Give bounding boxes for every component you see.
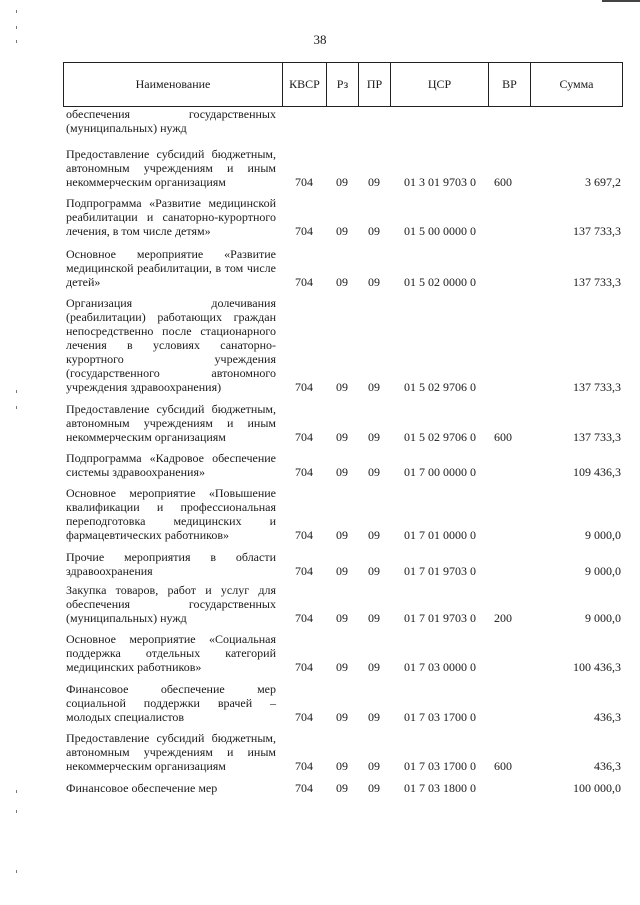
row-sum: 436,3 bbox=[594, 710, 621, 724]
table-row bbox=[63, 107, 623, 135]
row-rz: 09 bbox=[336, 611, 348, 625]
row-pr: 09 bbox=[368, 528, 380, 542]
row-rz: 09 bbox=[336, 275, 348, 289]
row-name: Подпрограмма «Развитие медицинской реабилитации и санаторно-курортного лечения, в том числе детям» bbox=[66, 196, 276, 238]
table-row bbox=[63, 632, 623, 674]
row-name: Предоставление субсидий бюджетным, автономным учреждениям и иным некоммерческим организациям bbox=[66, 402, 276, 444]
row-rz: 09 bbox=[336, 465, 348, 479]
row-sum: 109 436,3 bbox=[573, 465, 621, 479]
row-kvsr: 704 bbox=[295, 528, 313, 542]
row-pr: 09 bbox=[368, 465, 380, 479]
row-sum: 100 000,0 bbox=[573, 781, 621, 795]
row-pr: 09 bbox=[368, 660, 380, 674]
row-rz: 09 bbox=[336, 781, 348, 795]
row-name: Предоставление субсидий бюджетным, автономным учреждениям и иным некоммерческим организациям bbox=[66, 731, 276, 773]
row-sum: 100 436,3 bbox=[573, 660, 621, 674]
row-rz: 09 bbox=[336, 759, 348, 773]
row-name: Финансовое обеспечение мер социальной поддержки врачей – молодых специалистов bbox=[66, 682, 276, 724]
row-kvsr: 704 bbox=[295, 710, 313, 724]
row-sum: 436,3 bbox=[594, 759, 621, 773]
row-csr: 01 7 03 1700 0 bbox=[404, 759, 476, 773]
row-csr: 01 5 02 9706 0 bbox=[404, 380, 476, 394]
row-csr: 01 7 01 9703 0 bbox=[404, 611, 476, 625]
row-sum: 9 000,0 bbox=[585, 564, 621, 578]
row-rz: 09 bbox=[336, 710, 348, 724]
row-name: Основное мероприятие «Повышение квалификации и профессиональная переподготовка медицинских и фармацевтических работников» bbox=[66, 486, 276, 542]
row-kvsr: 704 bbox=[295, 564, 313, 578]
row-rz: 09 bbox=[336, 380, 348, 394]
row-pr: 09 bbox=[368, 759, 380, 773]
row-sum: 9 000,0 bbox=[585, 611, 621, 625]
row-vr: 200 bbox=[494, 611, 512, 625]
row-sum: 3 697,2 bbox=[585, 175, 621, 189]
row-kvsr: 704 bbox=[295, 465, 313, 479]
row-sum: 137 733,3 bbox=[573, 275, 621, 289]
header-rz: Рз bbox=[327, 63, 359, 106]
row-kvsr: 704 bbox=[295, 175, 313, 189]
row-pr: 09 bbox=[368, 710, 380, 724]
table-row bbox=[63, 583, 623, 625]
row-csr: 01 3 01 9703 0 bbox=[404, 175, 476, 189]
scan-edge-mark bbox=[602, 0, 640, 2]
row-vr: 600 bbox=[494, 175, 512, 189]
table-row bbox=[63, 296, 623, 394]
table-row bbox=[63, 486, 623, 542]
table-row bbox=[63, 196, 623, 238]
row-pr: 09 bbox=[368, 781, 380, 795]
table-header bbox=[63, 62, 623, 107]
row-csr: 01 5 02 0000 0 bbox=[404, 275, 476, 289]
row-kvsr: 704 bbox=[295, 224, 313, 238]
table-row bbox=[63, 451, 623, 479]
page-number: 38 bbox=[313, 32, 327, 47]
row-name: обеспечения государственных (муниципальных) нужд bbox=[66, 107, 276, 135]
table-row bbox=[63, 781, 623, 795]
row-vr: 600 bbox=[494, 430, 512, 444]
row-name: Подпрограмма «Кадровое обеспечение системы здравоохранения» bbox=[66, 451, 276, 479]
table-row bbox=[63, 147, 623, 189]
row-sum: 137 733,3 bbox=[573, 430, 621, 444]
table-body bbox=[63, 107, 623, 798]
table-row bbox=[63, 402, 623, 444]
row-pr: 09 bbox=[368, 175, 380, 189]
row-csr: 01 7 01 9703 0 bbox=[404, 564, 476, 578]
row-rz: 09 bbox=[336, 224, 348, 238]
header-name: Наименование bbox=[64, 63, 283, 106]
row-pr: 09 bbox=[368, 275, 380, 289]
row-pr: 09 bbox=[368, 224, 380, 238]
row-kvsr: 704 bbox=[295, 430, 313, 444]
row-name: Основное мероприятие «Социальная поддержка отдельных категорий медицинских работников» bbox=[66, 632, 276, 674]
row-rz: 09 bbox=[336, 564, 348, 578]
row-name: Прочие мероприятия в области здравоохранения bbox=[66, 550, 276, 578]
table-row bbox=[63, 247, 623, 289]
row-rz: 09 bbox=[336, 528, 348, 542]
row-pr: 09 bbox=[368, 564, 380, 578]
row-name: Организация долечивания (реабилитации) работающих граждан непосредственно после стационарного лечения в условиях санаторно-курортного учреждения (государственного автономного учреждения здравоохранения) bbox=[66, 296, 276, 394]
row-csr: 01 7 00 0000 0 bbox=[404, 465, 476, 479]
row-csr: 01 7 03 1800 0 bbox=[404, 781, 476, 795]
row-csr: 01 7 01 0000 0 bbox=[404, 528, 476, 542]
header-vr: ВР bbox=[489, 63, 531, 106]
row-name: Финансовое обеспечение мер bbox=[66, 781, 218, 795]
header-csr: ЦСР bbox=[391, 63, 489, 106]
row-rz: 09 bbox=[336, 175, 348, 189]
row-kvsr: 704 bbox=[295, 611, 313, 625]
row-kvsr: 704 bbox=[295, 275, 313, 289]
row-csr: 01 5 02 9706 0 bbox=[404, 430, 476, 444]
row-pr: 09 bbox=[368, 430, 380, 444]
row-name: Закупка товаров, работ и услуг для обеспечения государственных (муниципальных) нужд bbox=[66, 583, 276, 625]
row-name: Предоставление субсидий бюджетным, автономным учреждениям и иным некоммерческим организациям bbox=[66, 147, 276, 189]
row-pr: 09 bbox=[368, 380, 380, 394]
row-name: Основное мероприятие «Развитие медицинской реабилитации, в том числе детей» bbox=[66, 247, 276, 289]
table-row bbox=[63, 550, 623, 578]
header-kvsr: КВСР bbox=[283, 63, 327, 106]
row-kvsr: 704 bbox=[295, 781, 313, 795]
row-kvsr: 704 bbox=[295, 380, 313, 394]
row-kvsr: 704 bbox=[295, 759, 313, 773]
header-pr: ПР bbox=[359, 63, 391, 106]
row-csr: 01 7 03 0000 0 bbox=[404, 660, 476, 674]
row-rz: 09 bbox=[336, 660, 348, 674]
row-vr: 600 bbox=[494, 759, 512, 773]
row-rz: 09 bbox=[336, 430, 348, 444]
row-csr: 01 7 03 1700 0 bbox=[404, 710, 476, 724]
row-kvsr: 704 bbox=[295, 660, 313, 674]
row-sum: 137 733,3 bbox=[573, 224, 621, 238]
header-sum: Сумма bbox=[559, 77, 594, 91]
row-csr: 01 5 00 0000 0 bbox=[404, 224, 476, 238]
table-row bbox=[63, 731, 623, 773]
row-sum: 9 000,0 bbox=[585, 528, 621, 542]
row-pr: 09 bbox=[368, 611, 380, 625]
row-sum: 137 733,3 bbox=[573, 380, 621, 394]
table-row bbox=[63, 682, 623, 724]
